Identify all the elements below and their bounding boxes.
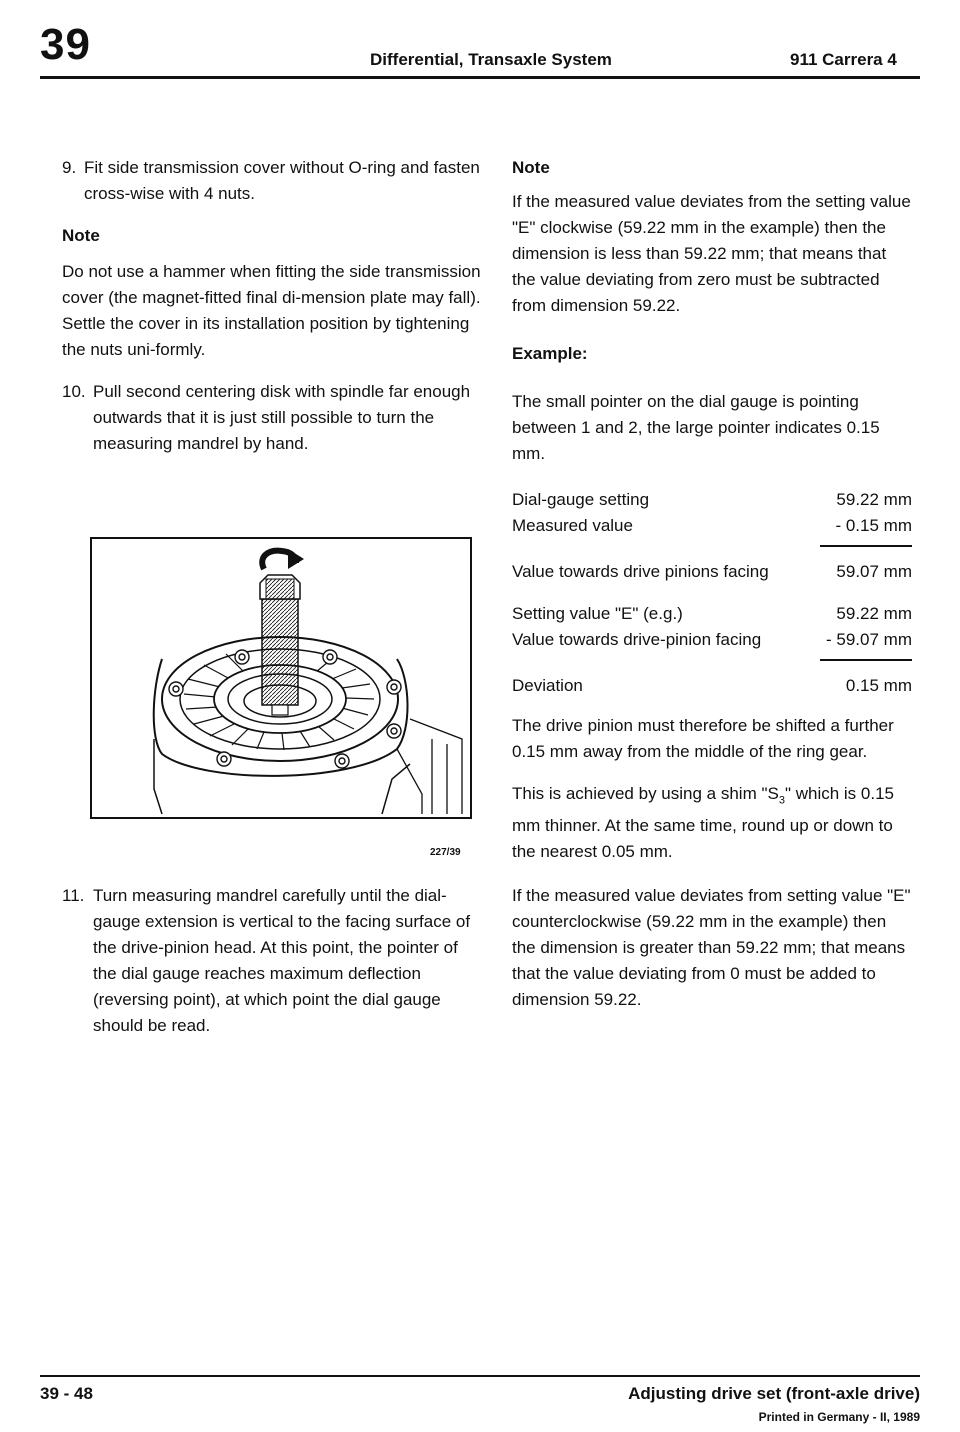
step-text: Pull second centering disk with spindle far enough outwards that it is just still possible to turn the measuring mandrel by hand. — [93, 382, 471, 453]
calc-row — [512, 673, 912, 699]
sum-line — [820, 659, 912, 661]
model-name: 911 Carrera 4 — [790, 50, 897, 69]
step-number: 11. — [62, 886, 85, 905]
step-number: 9. — [62, 158, 77, 177]
calculation-table — [512, 487, 912, 699]
calc-label: Dial-gauge setting — [512, 490, 650, 509]
transmission-cover-illustration — [92, 539, 470, 817]
footer-rule — [40, 1375, 920, 1377]
figure-caption: 227/39 — [430, 847, 461, 858]
shim-text-a: This is achieved by using a shim "S — [512, 784, 779, 803]
shift-paragraph: The drive pinion must therefore be shifted a further 0.15 mm away from the middle of the ring gear. — [512, 716, 894, 761]
calc-value: 59.22 mm — [836, 490, 912, 509]
calc-label: Value towards drive-pinion facing — [512, 630, 762, 649]
shim-subscript: 3 — [778, 794, 785, 807]
example-text: The small pointer on the dial gauge is pointing between 1 and 2, the large pointer indicates 0.15 mm. — [512, 392, 880, 463]
calc-label: Measured value — [512, 516, 633, 535]
step-number: 10. — [62, 382, 86, 401]
print-note: Printed in Germany - II, 1989 — [758, 1410, 920, 1424]
calc-row — [512, 627, 912, 653]
note-text: Do not use a hammer when fitting the side transmission cover (the magnet-fitted final di-mension plate may fall). Settle the cover in its installation position by tightening the nuts uni-formly. — [62, 262, 481, 359]
page-number: 39 - 48 — [40, 1384, 93, 1403]
calc-row — [512, 559, 912, 585]
calc-row — [512, 601, 912, 627]
header-rule — [40, 76, 920, 79]
sum-line — [820, 545, 912, 547]
example-heading: Example: — [512, 344, 588, 363]
step-text: Fit side transmission cover without O-ring and fasten cross-wise with 4 nuts. — [84, 158, 480, 203]
calc-label: Deviation — [512, 676, 583, 695]
left-column-top — [62, 155, 482, 457]
page-title: Differential, Transaxle System — [370, 50, 612, 69]
calc-row — [512, 487, 912, 513]
step-text: Turn measuring mandrel carefully until the dial-gauge extension is vertical to the facing surface of the drive-pinion head. At this point, the pointer of the dial gauge reaches maximum deflection (reversing point), at which point the dial gauge should be read. — [93, 886, 471, 1035]
shim-text-b: " which is 0.15 mm thinner. At the same time, round up or down to the nearest 0.05 mm. — [512, 784, 894, 862]
note-heading: Note — [62, 226, 100, 245]
calc-value: - 0.15 mm — [835, 516, 912, 535]
calc-label: Setting value "E" (e.g.) — [512, 604, 683, 623]
calc-value: 59.22 mm — [836, 604, 912, 623]
right-column — [512, 155, 912, 1013]
note-text: If the measured value deviates from the setting value "E" clockwise (59.22 mm in the example) then the dimension is less than 59.22 mm; that means that the value deviating from zero must be subtracted from dimension 59.22. — [512, 192, 911, 315]
shim-paragraph — [512, 781, 912, 865]
calc-value: 0.15 mm — [845, 676, 912, 695]
transmission-cover-figure — [90, 537, 472, 819]
step-11 — [62, 883, 482, 1039]
note-heading: Note — [512, 158, 550, 177]
calc-value: - 59.07 mm — [826, 630, 912, 649]
calc-value: 59.07 mm — [836, 562, 912, 581]
chapter-number: 39 — [40, 20, 91, 69]
calc-row — [512, 513, 912, 539]
counterclockwise-paragraph: If the measured value deviates from setting value "E" counterclockwise (59.22 mm in the example) then the dimension is greater than 59.22 mm; that means that the value deviating from 0 must be added to dimension 59.22. — [512, 886, 911, 1010]
section-title: Adjusting drive set (front-axle drive) — [628, 1384, 920, 1403]
left-column-bottom — [62, 883, 482, 1039]
calc-label: Value towards drive pinions facing — [512, 562, 769, 581]
step-9 — [62, 155, 482, 207]
step-10 — [62, 379, 482, 457]
